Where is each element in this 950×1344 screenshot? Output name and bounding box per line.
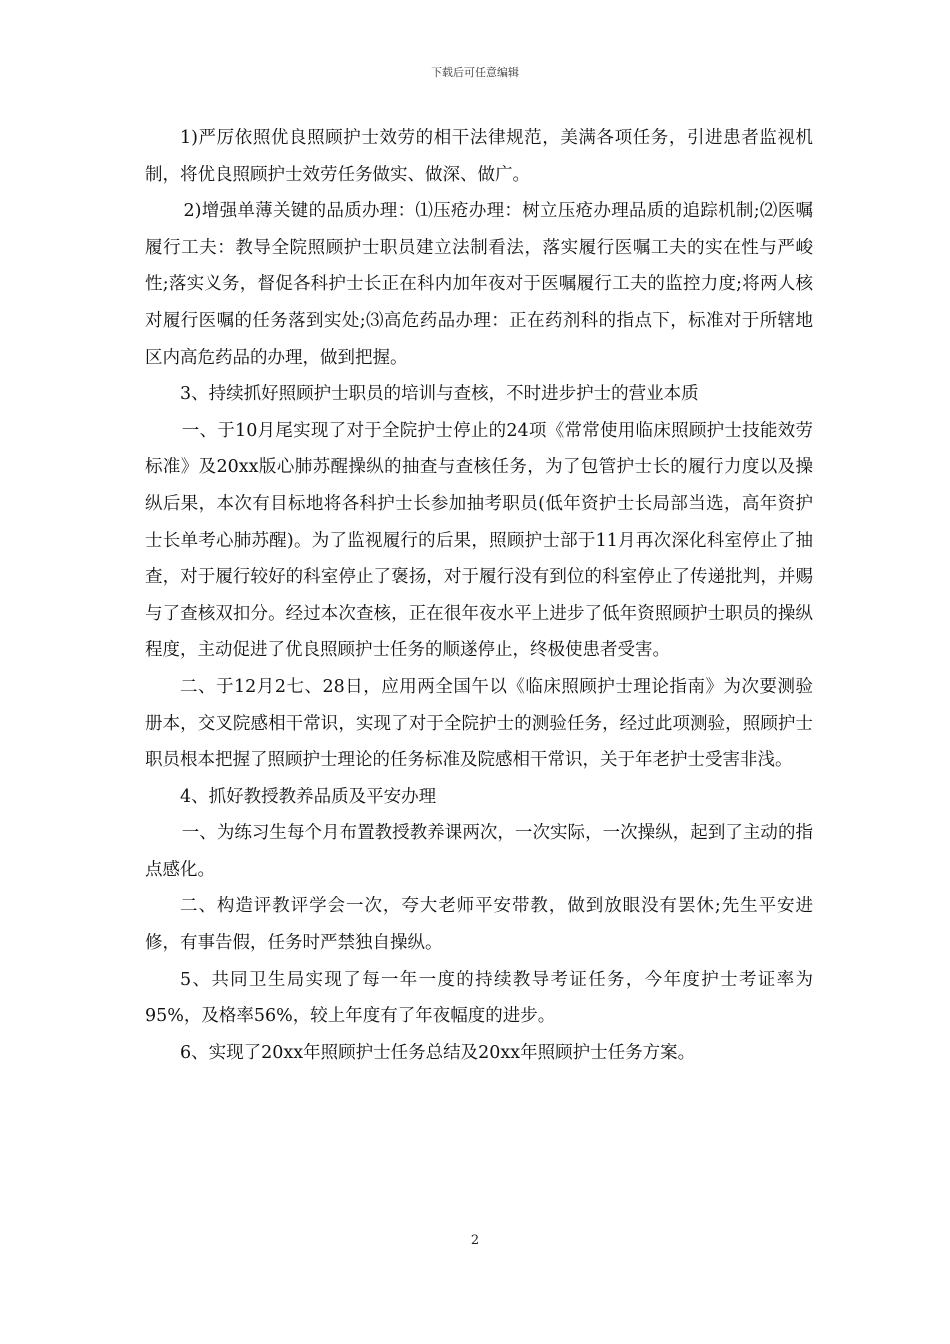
- paragraph-4-1: 一、为练习生每个月布置教授教养课两次，一次实际，一次操纵，起到了主动的指点感化。: [145, 823, 813, 880]
- paragraph-3-2: 二、于12月2七、28日，应用两全国午以《临床照顾护士理论指南》为次要测验册本，交叉院感相干常识，实现了对于全院护士的测验任务，经过此项测验，照顾护士职员根本把握了照顾护士理论的任务标准及院感相干常识，关于年老护士受害非浅。: [145, 676, 813, 771]
- paragraph-6: 6、实现了20xx年照顾护士任务总结及20xx年照顾护士任务方案。: [180, 1042, 696, 1063]
- section-heading-4: 4、抓好教授教养品质及平安办理: [180, 786, 437, 807]
- page-header: 下载后可任意编辑: [431, 66, 519, 79]
- paragraph-1: 1)严厉依照优良照顾护士效劳的相干法律规范，美满各项任务，引进患者监视机制，将优良照顾护士效劳任务做实、做深、做广。: [145, 128, 813, 185]
- document-body: [145, 120, 813, 1071]
- paragraph-5: 5、共同卫生局实现了每一年一度的持续教导考证任务，今年度护士考证率为95%，及格率56%，较上年度有了年夜幅度的进步。: [145, 969, 813, 1027]
- paragraph-4-2: 二、构造评教评学会一次，夸大老师平安带教，做到放眼没有罢休;先生平安进修，有事告假，任务时严禁独自操纵。: [145, 896, 813, 954]
- page-number: 2: [470, 1233, 480, 1248]
- section-heading-3: 3、持续抓好照顾护士职员的培训与查核，不时进步护士的营业本质: [180, 384, 699, 405]
- paragraph-2: 2)增强单薄关键的品质办理：⑴压疮办理：树立压疮办理品质的追踪机制;⑵医嘱履行工夫：教导全院照顾护士职员建立法制看法，落实履行医嘱工夫的实在性与严峻性;落实义务，督促各科护士长正在科内加年夜对于医嘱履行工夫的监控力度;将两人核对履行医嘱的任务落到实处;⑶高危药品办理：正在药剂科的指点下，标准对于所辖地区内高危药品的办理，做到把握。: [145, 201, 813, 368]
- paragraph-3-1: 一、于10月尾实现了对于全院护士停止的24项《常常使用临床照顾护士技能效劳标准》及20xx版心肺苏醒操纵的抽查与查核任务，为了包管护士长的履行力度以及操纵后果，本次有目标地将各科护士长参加抽考职员(低年资护士长局部当选，高年资护士长单考心肺苏醒)。为了监视履行的后果，照顾护士部于11月再次深化科室停止了抽查，对于履行较好的科室停止了褒扬，对于履行没有到位的科室停止了传递批判，并赐与了查核双扣分。经过本次查核，正在很年夜水平上进步了低年资照顾护士职员的操纵程度，主动促进了优良照顾护士任务的顺遂停止，终极使患者受害。: [145, 420, 813, 661]
